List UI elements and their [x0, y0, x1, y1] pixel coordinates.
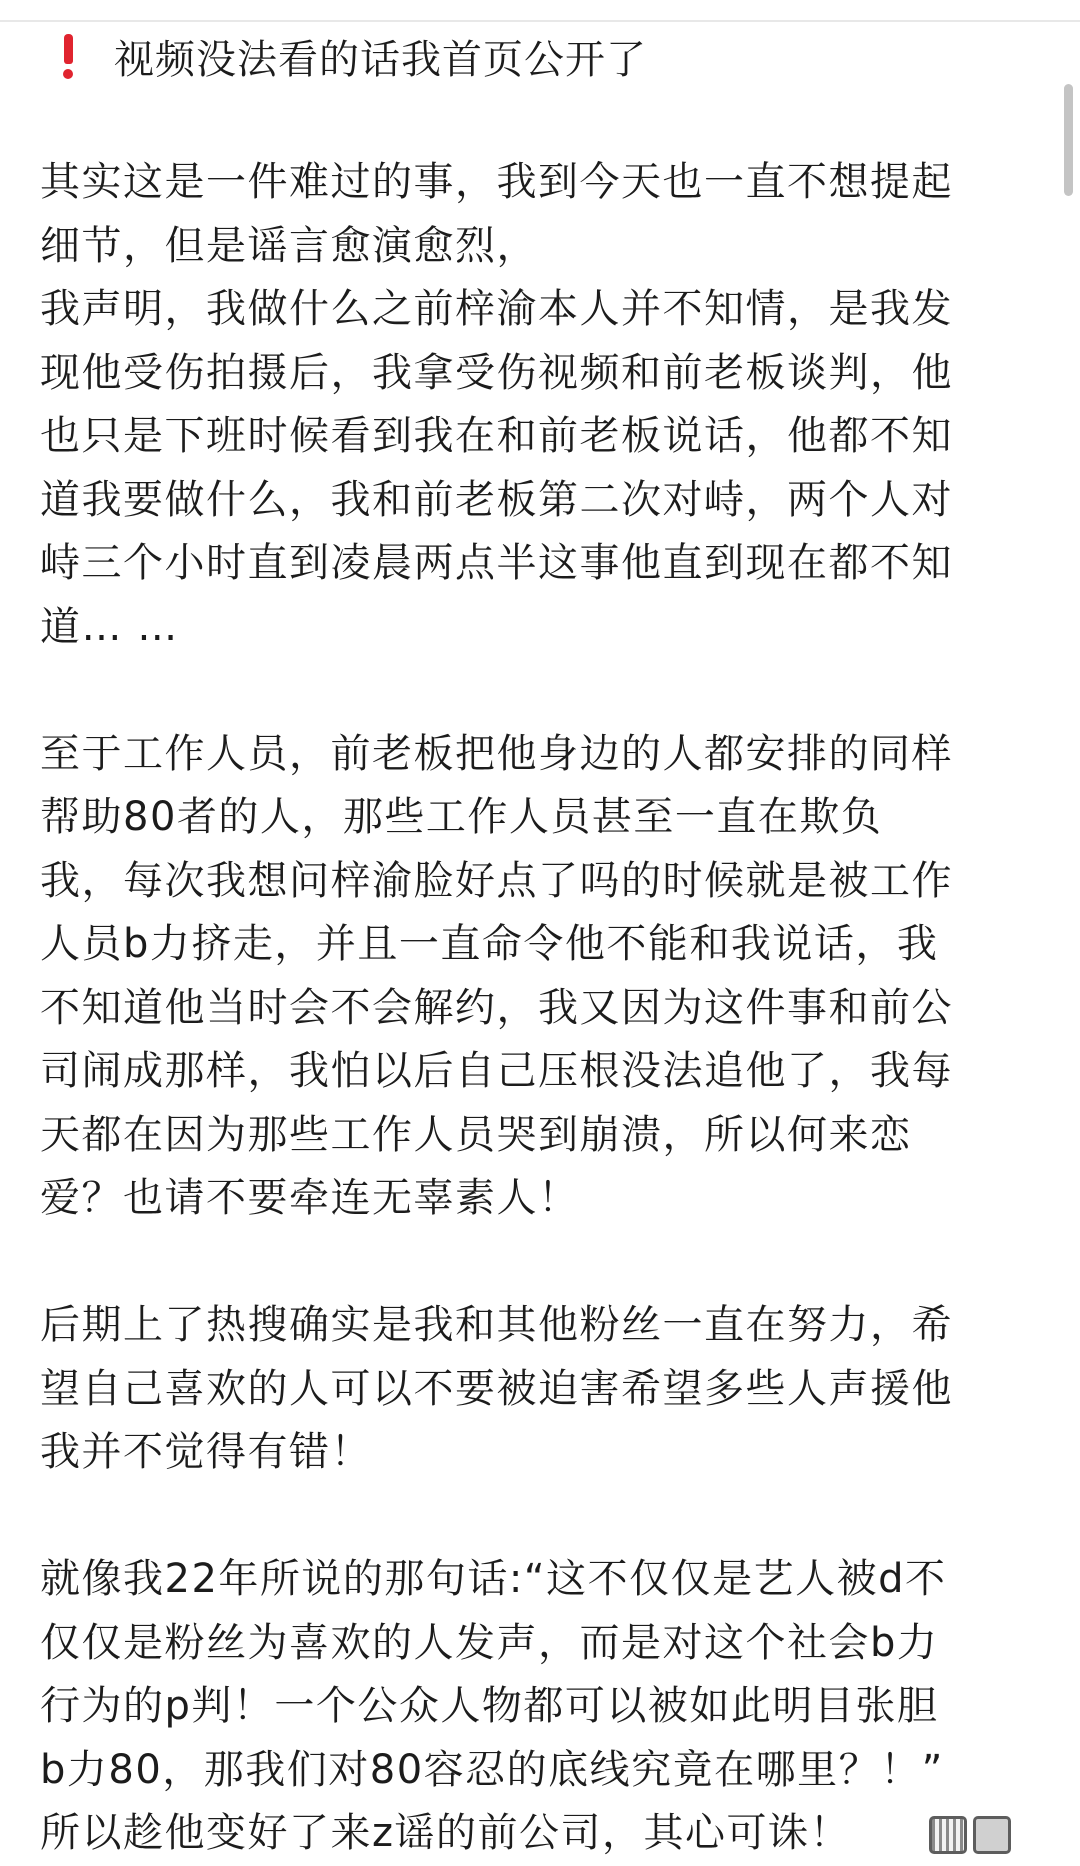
paragraph-4 — [40, 1548, 1030, 1866]
text-line: 细节，但是谣言愈演愈烈， — [40, 222, 538, 269]
text-line: 就像我22年所说的那句话:“这不仅仅是艺人被d不 — [40, 1556, 947, 1602]
text-line: 望自己喜欢的人可以不要被迫害希望多些人声援他 — [40, 1365, 953, 1412]
text-line: 峙三个小时直到凌晨两点半这事他直到现在都不知 — [40, 540, 953, 586]
text-line: 道我要做什么，我和前老板第二次对峙，两个人对 — [40, 476, 953, 523]
text-line: 至于工作人员，前老板把他身边的人都安排的同样 — [40, 730, 953, 777]
exclamation-icon — [54, 34, 82, 79]
text-line: 其实这是一件难过的事，我到今天也一直不想提起 — [40, 159, 953, 205]
post-body — [40, 22, 1030, 1866]
text-line: 人员b力挤走，并且一直命令他不能和我说话，我 — [40, 921, 939, 967]
text-line: 司闹成那样，我怕以后自己压根没法追他了，我每 — [40, 1048, 953, 1094]
text-line: 我并不觉得有错！ — [40, 1429, 372, 1475]
post-heading — [40, 22, 1030, 90]
paragraph-1 — [40, 151, 1030, 659]
text-line: 我声明，我做什么之前梓渝本人并不知情，是我发 — [40, 286, 953, 332]
text-line: 道… … — [40, 603, 179, 650]
text-line: 现他受伤拍摄后，我拿受伤视频和前老板谈判，他 — [40, 349, 953, 396]
text-line: 我，每次我想问梓渝脸好点了吗的时候就是被工作 — [40, 857, 953, 904]
text-line: 也只是下班时候看到我在和前老板说话，他都不知 — [40, 413, 953, 459]
heading-text: 视频没法看的话我首页公开了 — [114, 36, 647, 83]
text-line: b力80，那我们对80容忍的底线究竟在哪里？！” — [40, 1746, 944, 1793]
text-line: 所以趁他变好了来z谣的前公司，其心可诛！ — [40, 1810, 851, 1856]
text-line: 后期上了热搜确实是我和其他粉丝一直在努力，希 — [40, 1302, 953, 1348]
paragraph-2 — [40, 723, 1030, 1231]
text-line: 天都在因为那些工作人员哭到崩溃，所以何来恋 — [40, 1111, 912, 1158]
text-line: 行为的p判！一个公众人物都可以被如此明目张胆 — [40, 1683, 939, 1729]
text-line: 仅仅是粉丝为喜欢的人发声，而是对这个社会b力 — [40, 1619, 939, 1666]
text-line: 不知道他当时会不会解约，我又因为这件事和前公 — [40, 984, 953, 1031]
scrollbar-thumb[interactable] — [1064, 84, 1073, 196]
text-line: 爱？也请不要牵连无辜素人！ — [40, 1175, 580, 1221]
watermark-icon — [925, 1812, 1015, 1858]
text-line: 帮助80者的人，那些工作人员甚至一直在欺负 — [40, 794, 883, 840]
paragraph-3 — [40, 1294, 1030, 1485]
text-line-last — [40, 1802, 1030, 1866]
